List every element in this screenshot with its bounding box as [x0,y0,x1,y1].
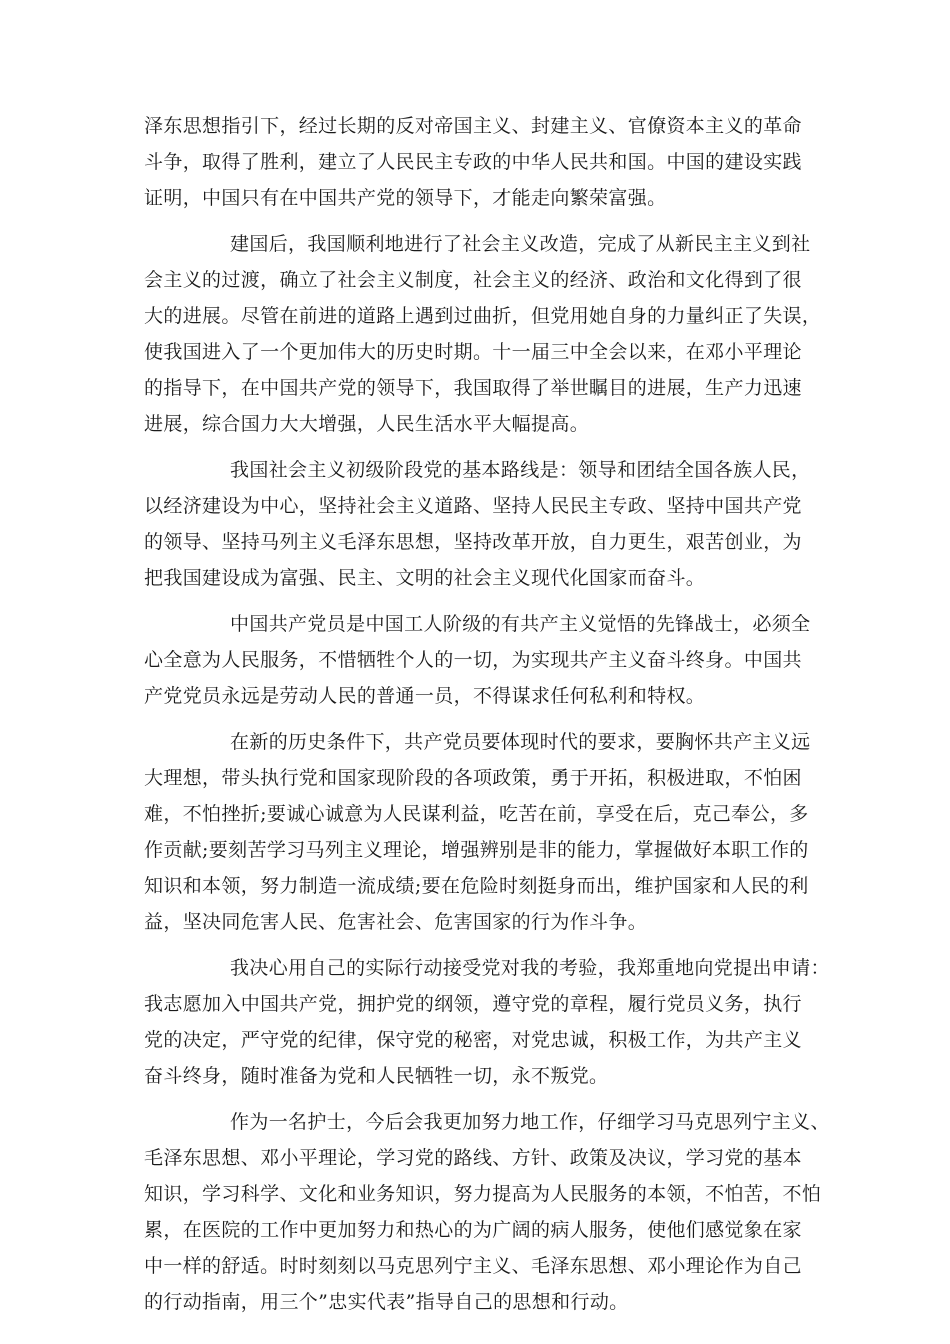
text-line: 泽东思想指引下，经过长期的反对帝国主义、封建主义、官僚资本主义的革命 [144,115,802,137]
paragraph-5 [144,724,824,940]
text-line: 进展，综合国力大大增强，人民生活水平大幅提高。 [144,413,590,435]
text-line: 我国社会主义初级阶段党的基本路线是：领导和团结全国各族人民， [230,459,811,481]
text-line: 的指导下，在中国共产党的领导下，我国取得了举世瞩目的进展，生产力迅速 [144,377,802,399]
text-line: 奋斗终身，随时准备为党和人民牺牲一切，永不叛党。 [144,1065,609,1087]
text-line: 党的决定，严守党的纪律，保守党的秘密，对党忠诚，积极工作，为共产主义 [144,1029,802,1051]
paragraph-4 [144,606,824,714]
text-line: 大理想，带头执行党和国家现阶段的各项政策，勇于开拓，积极进取，不怕困 [144,767,802,789]
text-line: 我决心用自己的实际行动接受党对我的考验，我郑重地向党提出申请： [230,957,830,979]
text-line: 把我国建设成为富强、民主、文明的社会主义现代化国家而奋斗。 [144,567,706,589]
text-line: 产党党员永远是劳动人民的普通一员，不得谋求任何私利和特权。 [144,685,706,707]
text-line: 建国后，我国顺利地进行了社会主义改造，完成了从新民主主义到社 [230,233,811,255]
text-line: 作为一名护士，今后会我更加努力地工作，仔细学习马克思列宁主义、 [230,1111,830,1133]
text-line: 斗争，取得了胜利，建立了人民民主专政的中华人民共和国。中国的建设实践 [144,151,802,173]
text-line: 我志愿加入中国共产党，拥护党的纲领，遵守党的章程，履行党员义务，执行 [144,993,802,1015]
text-line: 毛泽东思想、邓小平理论，学习党的路线、方针、政策及决议，学习党的基本 [144,1147,802,1169]
paragraph-7 [144,1104,830,1320]
paragraph-1 [144,108,824,216]
text-line: 知识，学习科学、文化和业务知识，努力提高为人民服务的本领，不怕苦，不怕 [144,1183,822,1205]
text-line: 证明，中国只有在中国共产党的领导下，才能走向繁荣富强。 [144,187,667,209]
text-line: 难，不怕挫折;要诚心诚意为人民谋利益，吃苦在前，享受在后，克己奉公，多 [144,803,809,825]
text-line: 心全意为人民服务，不惜牺牲个人的一切，为实现共产主义奋斗终身。中国共 [144,649,802,671]
text-line: 益，坚决同危害人民、危害社会、危害国家的行为作斗争。 [144,911,648,933]
text-line: 作贡献;要刻苦学习马列主义理论，增强辨别是非的能力，掌握做好本职工作的 [144,839,809,861]
text-line: 在新的历史条件下，共产党员要体现时代的要求，要胸怀共产主义远 [230,731,811,753]
text-line: 知识和本领，努力制造一流成绩;要在危险时刻挺身而出，维护国家和人民的利 [144,875,809,897]
text-line: 的领导、坚持马列主义毛泽东思想，坚持改革开放，自力更生，艰苦创业，为 [144,531,802,553]
paragraph-3 [144,452,824,596]
paragraph-2 [144,226,824,442]
text-line: 使我国进入了一个更加伟大的历史时期。十一届三中全会以来，在邓小平理论 [144,341,802,363]
text-line: 累，在医院的工作中更加努力和热心的为广阔的病人服务，使他们感觉象在家 [144,1219,802,1241]
paragraph-6 [144,950,830,1094]
text-line: 大的进展。尽管在前进的道路上遇到过曲折，但党用她自身的力量纠正了失误， [144,305,822,327]
document-page [144,108,830,1330]
text-line: 中一样的舒适。时时刻刻以马克思列宁主义、毛泽东思想、邓小理论作为自己 [144,1255,802,1277]
text-line: 会主义的过渡，确立了社会主义制度，社会主义的经济、政治和文化得到了很 [144,269,802,291]
text-line: 中国共产党员是中国工人阶级的有共产主义觉悟的先锋战士，必须全 [230,613,811,635]
text-line: 的行动指南，用三个”忠实代表”指导自己的思想和行动。 [144,1291,629,1313]
text-line: 以经济建设为中心，坚持社会主义道路、坚持人民民主专政、坚持中国共产党 [144,495,802,517]
